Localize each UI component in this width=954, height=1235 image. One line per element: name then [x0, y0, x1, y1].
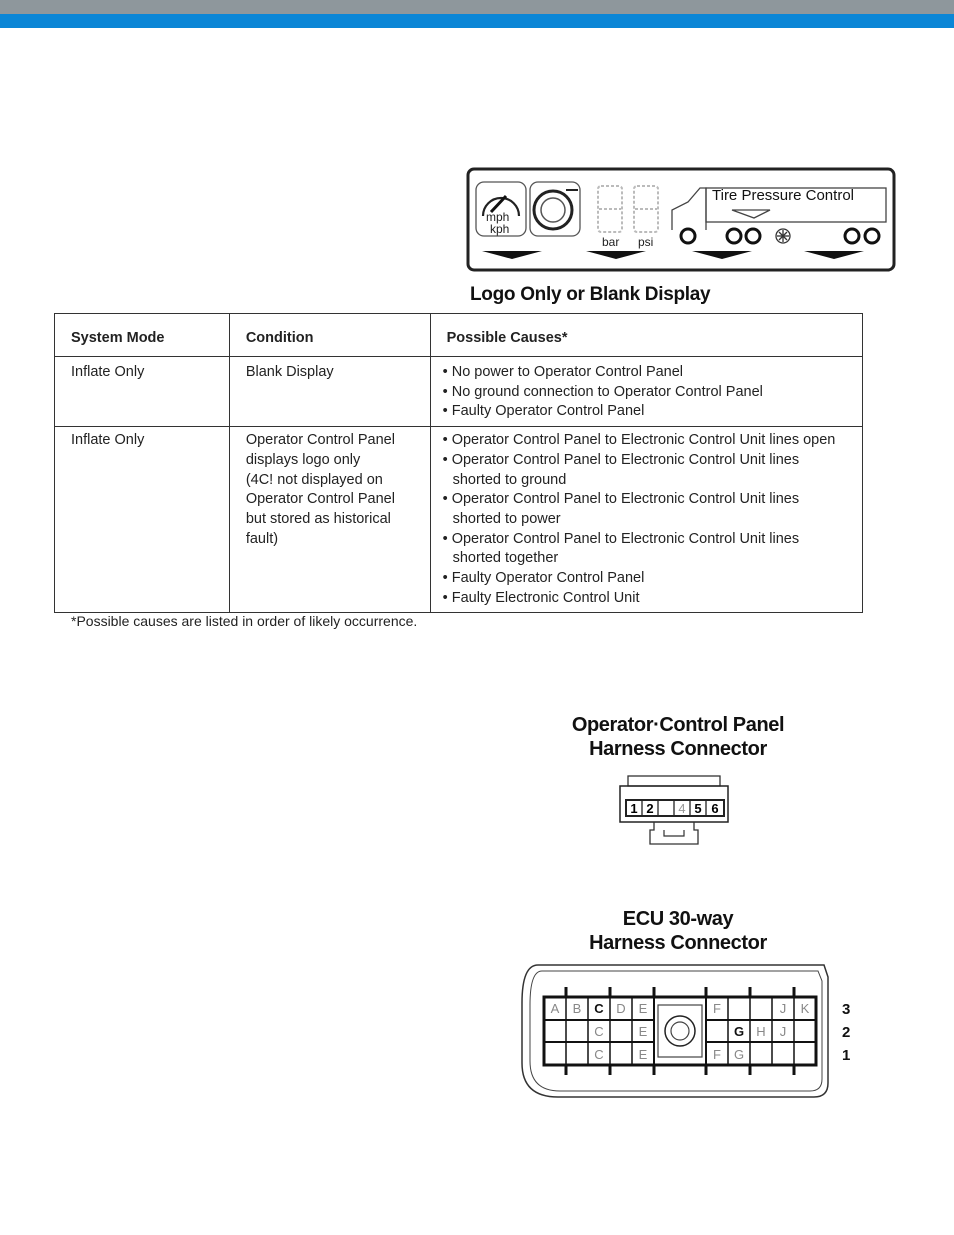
ecu-pin: C — [594, 1047, 604, 1062]
cause-item: • No power to Operator Control Panel — [443, 363, 848, 383]
speed-unit-mph: mph — [486, 210, 510, 224]
ecu-pin: D — [616, 1001, 626, 1016]
ecu-pin: G — [733, 1024, 745, 1039]
ecu-pin: E — [638, 1001, 648, 1016]
cause-item: • Faulty Operator Control Panel — [443, 569, 848, 589]
header-possible-causes: Possible Causes* — [430, 314, 862, 357]
ecu-connector-title — [560, 907, 796, 955]
ocp-pin: 2 — [646, 801, 654, 816]
cause-item: • Operator Control Panel to Electronic Control Unit lines open — [443, 431, 848, 451]
ecu-row-label: 2 — [842, 1024, 851, 1041]
cell-causes — [430, 427, 862, 613]
ecu-pin: C — [594, 1001, 604, 1016]
table-header-row — [55, 314, 863, 357]
cause-item: • Faulty Electronic Control Unit — [443, 589, 848, 609]
cause-item: • Operator Control Panel to Electronic Control Unit lines shorted to power — [443, 490, 848, 529]
ocp-pin: 5 — [694, 801, 702, 816]
ecu-pin: F — [713, 1047, 721, 1062]
cell-condition: Operator Control Panel displays logo only (4C! not displayed on Operator Control Panel but stored as historical fault) — [229, 427, 430, 613]
ecu-title-line2: Harness Connector — [589, 932, 767, 954]
cause-item: • Operator Control Panel to Electronic Control Unit lines shorted together — [443, 530, 848, 569]
table-row — [55, 427, 863, 613]
cause-item: • No ground connection to Operator Control Panel — [443, 383, 848, 403]
header-bar-grey — [0, 0, 954, 14]
table-footnote: *Possible causes are listed in order of likely occurrence. — [71, 613, 418, 629]
ocp-connector-title — [560, 713, 796, 761]
operator-display-panel — [466, 166, 898, 276]
ecu-pin: K — [800, 1001, 810, 1016]
pressure-unit-bar: bar — [602, 235, 620, 249]
fault-table — [54, 313, 863, 613]
ocp-pin: 1 — [630, 801, 638, 816]
ocp-pin: 4 — [678, 801, 686, 816]
ecu-pin: A — [550, 1001, 560, 1016]
cell-mode: Inflate Only — [55, 357, 230, 427]
ocp-title-line2: Harness Connector — [589, 738, 767, 760]
ecu-pin: E — [638, 1047, 648, 1062]
ecu-connector-diagram — [518, 963, 834, 1103]
ecu-pin: B — [572, 1001, 582, 1016]
cell-mode: Inflate Only — [55, 427, 230, 613]
ocp-connector-diagram — [618, 772, 730, 848]
ecu-row-label: 1 — [842, 1047, 851, 1064]
ecu-pin: H — [756, 1024, 766, 1039]
cell-causes — [430, 357, 862, 427]
cause-item: • Faulty Operator Control Panel — [443, 402, 848, 422]
ecu-pin: F — [713, 1001, 721, 1016]
ecu-pin: J — [779, 1001, 787, 1016]
ecu-pin: E — [638, 1024, 648, 1039]
ecu-pin: J — [779, 1024, 787, 1039]
pressure-unit-psi: psi — [638, 235, 654, 249]
ocp-title-line1: Operator·Control Panel — [571, 714, 785, 736]
header-system-mode: System Mode — [55, 314, 230, 357]
snowflake-icon — [776, 229, 790, 243]
ecu-pin: C — [594, 1024, 604, 1039]
panel-caption: Logo Only or Blank Display — [470, 284, 711, 305]
ecu-title-line1: ECU 30-way — [622, 908, 734, 930]
ocp-pin: 6 — [711, 801, 719, 816]
ecu-pin: G — [733, 1047, 745, 1062]
cause-item: • Operator Control Panel to Electronic Control Unit lines shorted to ground — [443, 451, 848, 490]
speed-unit-kph: kph — [490, 222, 510, 236]
header-bar-blue — [0, 14, 954, 28]
header-condition: Condition — [229, 314, 430, 357]
cell-condition: Blank Display — [229, 357, 430, 427]
panel-title: Tire Pressure Control — [712, 187, 854, 204]
ecu-row-label: 3 — [842, 1001, 851, 1018]
table-row — [55, 357, 863, 427]
